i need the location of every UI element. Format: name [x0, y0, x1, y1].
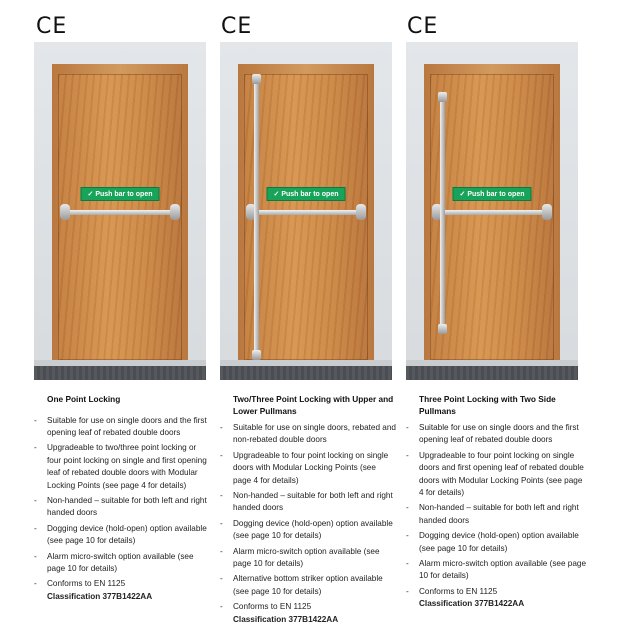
- feature-item: - Upgradeable to two/three point locking or four point locking on single and first opening leaf of rebated double doors with Modular Locking Points (see page 4 for details): [34, 442, 210, 492]
- ce-mark-1: CE: [36, 14, 68, 39]
- door-leaf: [430, 74, 554, 360]
- floor: [34, 366, 206, 380]
- upper-side-latch: [438, 92, 447, 102]
- feature-list: [406, 422, 586, 611]
- side-rod: [440, 96, 445, 330]
- feature-item: - Alternative bottom striker option available (see page 10 for details): [220, 573, 396, 598]
- push-bar: [252, 210, 360, 215]
- feature-item: - Dogging device (hold-open) option available (see page 10 for details): [34, 523, 210, 548]
- conforms-text: Conforms to EN 1125: [419, 586, 498, 596]
- door-photo-upper-lower-pullmans: [220, 42, 392, 380]
- feature-item: - Non-handed – suitable for both left and right handed doors: [406, 502, 586, 527]
- feature-item: - Alarm micro-switch option available (see page 10 for details): [220, 546, 396, 571]
- vertical-rod: [254, 74, 259, 356]
- spec-column-3: [406, 394, 586, 614]
- classification-text: Classification 377B1422AA: [419, 599, 525, 609]
- door-frame: [52, 64, 188, 360]
- spec-column-1: [34, 394, 210, 606]
- feature-list: [220, 422, 396, 626]
- push-bar-end-left: [60, 204, 70, 220]
- feature-item-conforms: [406, 586, 586, 611]
- spec-column-2: [220, 394, 396, 629]
- push-bar-end-right: [542, 204, 552, 220]
- feature-item: - Non-handed – suitable for both left and right handed doors: [220, 490, 396, 515]
- push-bar-end-right: [356, 204, 366, 220]
- conforms-text: Conforms to EN 1125: [47, 579, 126, 589]
- push-bar-end-right: [170, 204, 180, 220]
- classification-text: Classification 377B1422AA: [47, 591, 153, 601]
- column-title: One Point Locking: [47, 394, 121, 404]
- push-bar: [66, 210, 174, 215]
- feature-item: - Non-handed – suitable for both left and right handed doors: [34, 495, 210, 520]
- conforms-text: Conforms to EN 1125: [233, 602, 312, 612]
- ce-mark-3: CE: [407, 14, 439, 39]
- feature-item: - Upgradeable to four point locking on single doors and first opening leaf of rebated double doors with Modular Locking Points (see page 4 for details): [406, 450, 586, 500]
- feature-item: - Alarm micro-switch option available (see page 10 for details): [406, 558, 586, 583]
- feature-item: - Dogging device (hold-open) option available (see page 10 for details): [220, 518, 396, 543]
- door-frame: [238, 64, 374, 360]
- door-leaf: [244, 74, 368, 360]
- feature-list: [34, 415, 210, 604]
- feature-item: - Suitable for use on single doors and the first opening leaf of rebated double doors: [34, 415, 210, 440]
- door-photo-two-side-pullmans: [406, 42, 578, 380]
- feature-item: - Dogging device (hold-open) option available (see page 10 for details): [406, 530, 586, 555]
- floor: [220, 366, 392, 380]
- classification-text: Classification 377B1422AA: [233, 614, 339, 624]
- push-bar-sign: ✓ Push bar to open: [453, 187, 532, 201]
- lower-side-latch: [438, 324, 447, 334]
- feature-item: - Suitable for use on single doors, rebated and non-rebated double doors: [220, 422, 396, 447]
- top-latch: [252, 74, 261, 84]
- column-title: Two/Three Point Locking with Upper and Lower Pullmans: [233, 394, 394, 416]
- door-frame: [424, 64, 560, 360]
- push-bar-sign: ✓ Push bar to open: [267, 187, 346, 201]
- floor: [406, 366, 578, 380]
- push-bar: [438, 210, 546, 215]
- feature-item-conforms: [220, 601, 396, 626]
- feature-item-conforms: [34, 578, 210, 603]
- feature-item: - Alarm micro-switch option available (see page 10 for details): [34, 551, 210, 576]
- push-bar-sign: ✓ Push bar to open: [81, 187, 160, 201]
- door-leaf: [58, 74, 182, 360]
- column-title: Three Point Locking with Two Side Pullmans: [419, 394, 556, 416]
- ce-mark-2: CE: [221, 14, 253, 39]
- feature-item: - Suitable for use on single doors and the first opening leaf of rebated double doors: [406, 422, 586, 447]
- bottom-latch: [252, 350, 261, 360]
- feature-item: - Upgradeable to four point locking on single doors with Modular Locking Points (see page 4 for details): [220, 450, 396, 487]
- door-photo-one-point: [34, 42, 206, 380]
